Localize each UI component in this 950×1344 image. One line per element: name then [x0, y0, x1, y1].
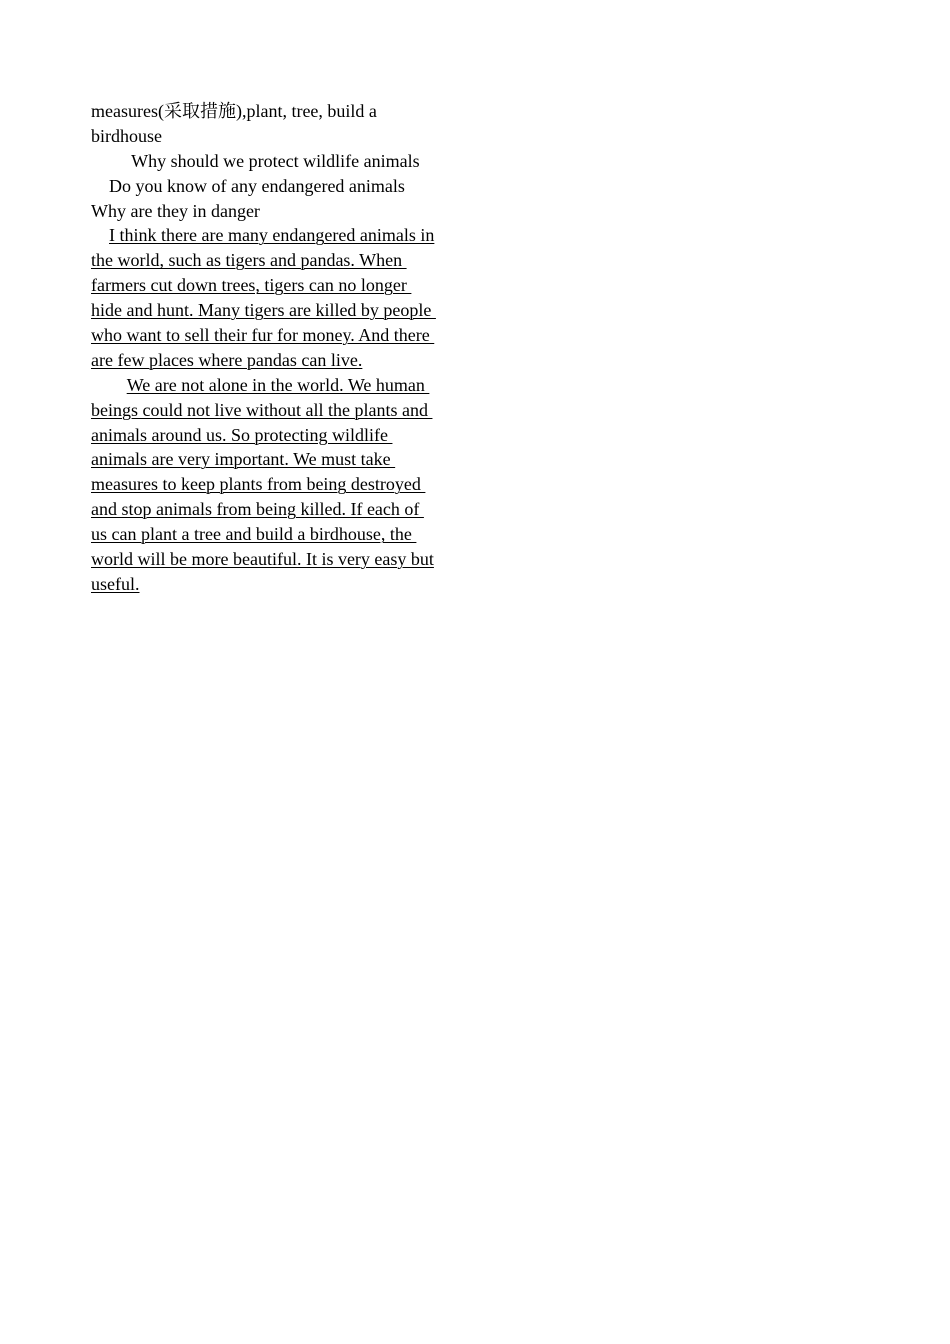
paragraph-line: farmers cut down trees, tigers can no longer: [91, 275, 412, 296]
leading-indent: [91, 375, 127, 395]
paragraph-endangered-animals: [91, 223, 463, 372]
prompt-question-why-danger: Why are they in danger: [91, 200, 260, 221]
paragraph-line: us can plant a tree and build a birdhouse, the: [91, 524, 417, 545]
paragraph-line: animals are very important. We must take: [91, 449, 396, 470]
prompt-question-know-endangered: Do you know of any endangered animals: [91, 175, 405, 196]
paragraph-line: world will be more beautiful. It is very easy but: [91, 549, 434, 570]
paragraph-line: [91, 373, 463, 398]
paragraph-line: animals around us. So protecting wildlife: [91, 424, 393, 445]
leading-indent: [91, 225, 109, 245]
paragraph-line: hide and hunt. Many tigers are killed by people: [91, 300, 436, 321]
underlined-text: I think there are many endangered animals in: [109, 225, 435, 246]
paragraph-line: are few places where pandas can live.: [91, 349, 363, 370]
paragraph-line: the world, such as tigers and pandas. When: [91, 250, 407, 271]
prompt-line: measures(采取措施),plant, tree, build a: [91, 101, 377, 121]
document-text: [91, 99, 463, 597]
prompt-question-why-protect: Why should we protect wildlife animals: [91, 150, 420, 171]
paragraph-line: who want to sell their fur for money. And there: [91, 325, 435, 346]
paragraph-line: [91, 223, 463, 248]
prompt-line: birdhouse: [91, 125, 162, 146]
paragraph-line: measures to keep plants from being destroyed: [91, 474, 426, 495]
underlined-text: We are not alone in the world. We human: [126, 374, 430, 395]
paragraph-protect-wildlife: [91, 373, 463, 597]
paragraph-line: useful.: [91, 573, 140, 594]
paragraph-line: beings could not live without all the plants and: [91, 399, 433, 420]
paragraph-line: and stop animals from being killed. If each of: [91, 499, 424, 520]
